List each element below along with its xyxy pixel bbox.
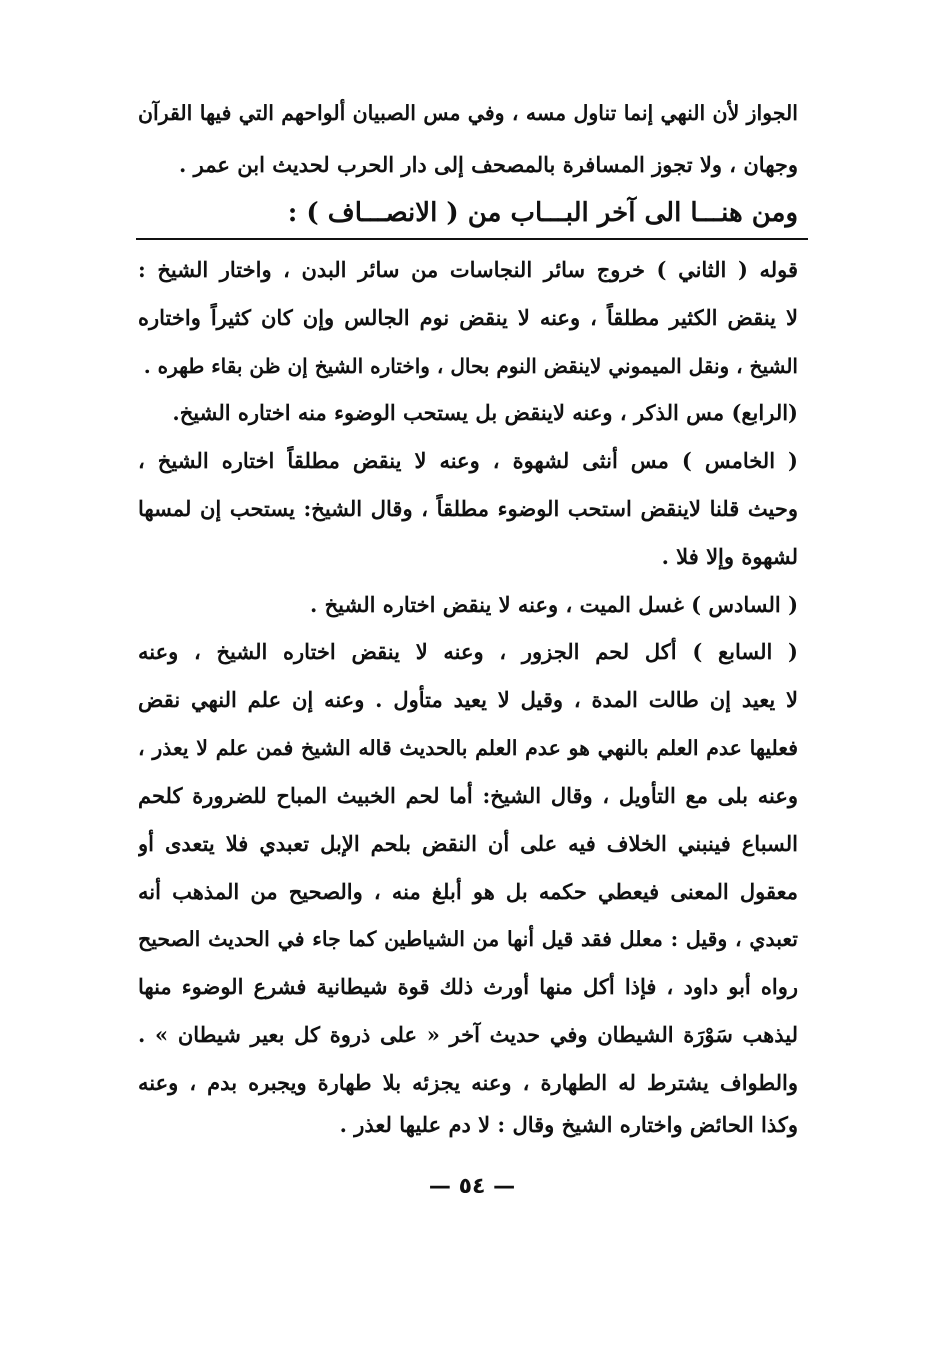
- text-line: ( الخامس ) مس أنثى لشهوة ، وعنه لا ينقض مطلقاً اختاره الشيخ ،: [138, 448, 798, 473]
- text-line: تعبدي ، وقيل : معلل فقد قيل أنها من الشياطين كما جاء في الحديث الصحيح: [138, 927, 798, 951]
- page-number: — ٥٤ —: [428, 1174, 516, 1199]
- text-line: والطواف يشترط له الطهارة ، وعنه يجزئه بلا طهارة ويجبره بدم ، وعنه: [138, 1070, 798, 1095]
- text-line: الشيخ ، ونقل الميموني لاينقض النوم بحال ، واختاره الشيخ إن ظن بقاء طهره .: [143, 354, 798, 378]
- text-line: رواه أبو داود ، فإذا أكل منها أورث ذلك قوة شيطانية فشرع الوضوء منها: [138, 974, 798, 999]
- text-line: وعنه بلى مع التأويل ، وقال الشيخ: أما لحم الخبيث المباح للضرورة كلحم: [138, 783, 798, 808]
- text-line: لا يعيد إن طالت المدة ، وقيل لا يعيد متأول . وعنه إن علم النهي نقض: [138, 687, 798, 712]
- heading-underline: [136, 238, 808, 240]
- text-line: (الرابع) مس الذكر ، وعنه لاينقض بل يستحب الوضوء منه اختاره الشيخ.: [172, 400, 798, 425]
- text-line: فعليها عدم العلم بالنهي هو عدم العلم بالحديث قاله الشيخ فمن علم لا يعذر ،: [138, 736, 798, 760]
- text-line: وحيث قلنا لاينقض استحب الوضوء مطلقاً ، وقال الشيخ: يستحب إن لمسها: [138, 496, 798, 521]
- section-heading: ومن هنـــا الى آخر البـــاب من ( الانصـــاف ) :: [287, 198, 798, 228]
- text-line: وجهان ، ولا تجوز المسافرة بالمصحف إلى دار الحرب لحديث ابن عمر .: [179, 152, 798, 177]
- text-line: ليذهب سَوْرَة الشيطان وفي حديث آخر « على ذروة كل بعير شيطان » .: [138, 1022, 798, 1047]
- text-line: لشهوة وإلا فلا .: [661, 544, 798, 569]
- text-line: قوله ( الثاني ) خروج سائر النجاسات من سائر البدن ، واختار الشيخ :: [138, 257, 798, 282]
- text-line: ( السابع ) أكل لحم الجزور ، وعنه لا ينقض اختاره الشيخ ، وعنه: [138, 639, 798, 664]
- text-line: السباع فينبني الخلاف فيه على أن النقض بلحم الإبل تعبدي فلا يتعدى أو: [138, 831, 798, 856]
- text-line: معقول المعنى فيعطي حكمه بل هو أبلغ منه ، والصحيح من المذهب أنه: [138, 879, 798, 904]
- text-line: الجواز لأن النهي إنما تناول مسه ، وفي مس الصبيان ألواحهم التي فيها القرآن: [138, 101, 798, 125]
- text-line: وكذا الحائض واختاره الشيخ وقال : لا دم عليها لعذر .: [339, 1112, 798, 1137]
- text-line: ( السادس ) غسل الميت ، وعنه لا ينقض اختاره الشيخ .: [309, 592, 798, 617]
- text-line: لا ينقض الكثير مطلقاً ، وعنه لا ينقض نوم الجالس وإن كان كثيراً واختاره: [138, 305, 798, 330]
